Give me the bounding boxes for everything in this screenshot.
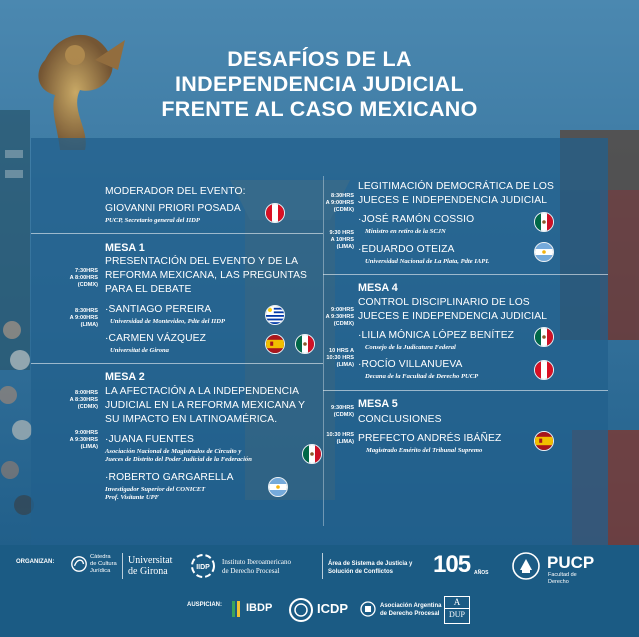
divider [122,553,123,579]
block-3-time-cdmx: 8:30HRS A 9:00HRS (CDMX) [325,193,354,213]
argentina-flag-icon [534,242,554,262]
block-3-topic-line-1: LEGITIMACIÓN DEMOCRÁTICA DE LOS [358,181,554,192]
speaker-role-line-2: Prof. Visitante UPF [105,494,160,501]
iidp-badge-text: IIDP [196,564,210,571]
anniversary-105-logo: 105 [433,551,471,578]
speaker-name: ·LILIA MÓNICA LÓPEZ BENÍTEZ [358,330,515,341]
icdp-logo-text: ICDP [317,601,349,616]
speaker-name: ·JOSÉ RAMÓN COSSIO [358,214,475,225]
iidp-logo-icon [190,553,216,579]
adup-logo: A DUP [444,596,470,624]
speaker-name: ·CARMEN VÁZQUEZ [105,333,207,344]
divider [31,233,323,234]
ibdp-logo-icon [231,599,243,619]
mesa-4-topic-line-1: CONTROL DISCIPLINARIO DE LOS [358,297,530,308]
mexico-flag-icon [534,212,554,232]
speaker-role: Ministro en retiro de la SCJN [365,228,446,235]
mesa-5-time-lima: 10:30 HRS (LIMA) [326,432,354,445]
pucp-faculty-text: Facultad de Derecho [548,572,577,585]
peru-flag-icon [534,360,554,380]
mesa-4-time-lima: 10 HRS A 10:30 HRS (LIMA) [326,348,354,368]
area-justicia-text: Área de Sistema de Justicia y Solución de Conflictos [328,561,413,575]
mesa-5-label: MESA 5 [358,398,398,410]
mesa-5-topic: CONCLUSIONES [358,414,442,425]
pucp-logo-text: PUCP [547,553,595,572]
title-line-2: INDEPENDENCIA JUDICIAL [175,72,464,96]
speaker-name: ·SANTIAGO PEREIRA [105,304,212,315]
block-3-time-lima: 9:30 HRS A 10HRS (LIMA) [329,230,354,250]
divider [31,363,323,364]
iidp-text: Instituto Iberoamericano de Derecho Procesal [222,558,292,575]
mesa-4-time-cdmx: 9:00HRS A 9:30HRS (CDMX) [325,307,354,327]
mexico-flag-icon [295,334,315,354]
mesa-2-label: MESA 2 [105,371,145,383]
speaker-role: Decana de la Facultad de Derecho PUCP [365,373,479,380]
mesa-1-time-lima: 8:30HRS A 9:00HRS (LIMA) [69,308,98,328]
aadp-logo-icon [360,601,376,617]
event-title [0,47,639,122]
organizan-label: ORGANIZAN: [16,559,55,565]
mexico-flag-icon [302,444,322,464]
speaker-role-line-1: Investigador Superior del CONICET [105,486,206,493]
speaker-name: ·JUANA FUENTES [105,434,194,445]
mesa-1-topic-line-1: PRESENTACIÓN DEL EVENTO Y DE LA [105,256,299,267]
speaker-role-line-2: Jueces de Distrito del Poder Judicial de la Federación [105,456,252,463]
anniversary-years-label: AÑOS [474,570,489,576]
speaker-role: Consejo de la Judicatura Federal [365,344,456,351]
uruguay-flag-icon [265,305,285,325]
icdp-logo-icon [288,597,314,623]
speaker-role: Universidad de Montevideo, Pdte del IIDP [110,318,226,325]
catedra-logo-icon [70,555,88,573]
catedra-text: Càtedra de Cultura Jurídica [90,554,117,574]
divider [323,274,608,275]
spain-flag-icon [265,334,285,354]
mesa-2-topic-line-2: JUDICIAL EN LA REFORMA MEXICANA Y [105,400,306,411]
auspician-label: AUSPICIAN: [187,602,223,608]
speaker-role: Universidad Nacional de La Plata, Pdte IAPL [365,258,490,265]
spain-flag-icon [534,431,554,451]
mesa-1-label: MESA 1 [105,242,145,254]
mesa-1-time-cdmx: 7:30HRS A 8:00HRS (CDMX) [69,268,98,288]
pucp-shield-icon [511,551,541,581]
speaker-name: ·EDUARDO OTEIZA [358,244,455,255]
mesa-2-topic-line-1: LA AFECTACIÓN A LA INDEPENDENCIA [105,386,300,397]
speaker-name: ·ROBERTO GARGARELLA [105,472,234,483]
mesa-2-time-lima: 9:00HRS A 9:30HRS (LIMA) [69,430,98,450]
mesa-5-time-cdmx: 9:30HRS (CDMX) [330,405,354,418]
moderator-label: MODERADOR DEL EVENTO: [105,186,246,197]
speaker-role-line-1: Asociación Nacional de Magistrados de Circuito y [105,448,242,455]
speaker-role: Magistrado Emérito del Tribunal Supremo [366,447,483,454]
mexico-flag-icon [534,327,554,347]
sponsors-footer [0,545,639,637]
mesa-1-topic-line-3: PARA EL DEBATE [105,284,192,295]
moderator-role: PUCP, Secretario general del IIDP [105,217,200,224]
title-line-3: FRENTE AL CASO MEXICANO [161,97,478,121]
ibdp-logo-text: IBDP [246,602,273,614]
mesa-1-topic-line-2: REFORMA MEXICANA, LAS PREGUNTAS [105,270,308,281]
block-3-topic-line-2: JUECES E INDEPENDENCIA JUDICIAL [358,195,548,206]
divider [322,553,323,579]
moderator-name: GIOVANNI PRIORI POSADA [105,203,241,214]
mesa-2-time-cdmx: 8:00HRS A 8:30HRS (CDMX) [69,390,98,410]
argentina-flag-icon [268,477,288,497]
speaker-name: PREFECTO ANDRÉS IBÁÑEZ [358,433,502,444]
mesa-4-topic-line-2: JUECES E INDEPENDENCIA JUDICIAL [358,311,548,322]
speaker-name: ·ROCÍO VILLANUEVA [358,359,463,370]
peru-flag-icon [265,203,285,223]
mesa-4-label: MESA 4 [358,282,398,294]
title-line-1: DESAFÍOS DE LA [227,47,412,71]
mesa-2-topic-line-3: SU IMPACTO EN LATINOAMÉRICA. [105,414,278,425]
divider [323,390,608,391]
speaker-role: Universitat de Girona [110,347,169,354]
girona-logo: Universitat de Girona [128,555,173,577]
aadp-text: Asociación Argentina de Derecho Procesal [380,603,442,617]
